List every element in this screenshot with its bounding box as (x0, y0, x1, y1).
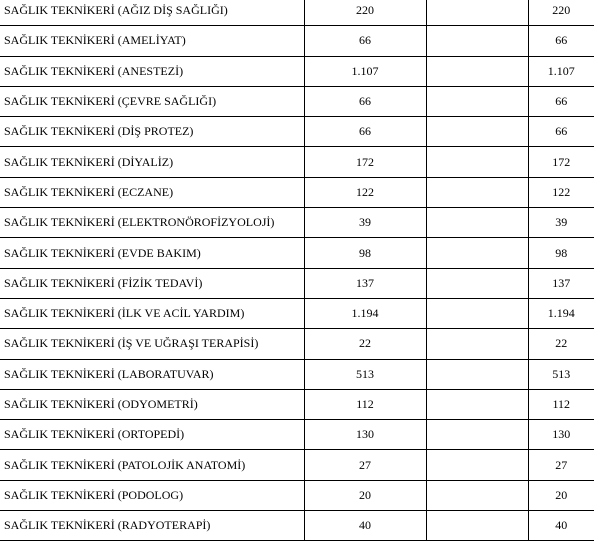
value-cell-3: 172 (528, 147, 594, 177)
table-row (0, 177, 594, 207)
table-row (0, 238, 594, 268)
row-title-cell: SAĞLIK TEKNİKERİ (PATOLOJİK ANATOMİ) (0, 450, 304, 480)
table-row (0, 268, 594, 298)
value-cell-1: 220 (304, 0, 426, 26)
table-row (0, 298, 594, 328)
value-cell-2 (426, 298, 528, 328)
value-cell-2 (426, 268, 528, 298)
table-row (0, 147, 594, 177)
table-row (0, 450, 594, 480)
row-title-cell: SAĞLIK TEKNİKERİ (EVDE BAKIM) (0, 238, 304, 268)
value-cell-1: 40 (304, 511, 426, 541)
row-title-cell: SAĞLIK TEKNİKERİ (AMELİYAT) (0, 26, 304, 56)
value-cell-2 (426, 420, 528, 450)
value-cell-1: 137 (304, 268, 426, 298)
row-title-cell: SAĞLIK TEKNİKERİ (ORTOPEDİ) (0, 420, 304, 450)
value-cell-3: 27 (528, 450, 594, 480)
value-cell-1: 122 (304, 177, 426, 207)
value-cell-3: 66 (528, 86, 594, 116)
value-cell-3: 112 (528, 389, 594, 419)
table-row (0, 359, 594, 389)
value-cell-2 (426, 329, 528, 359)
row-title-cell: SAĞLIK TEKNİKERİ (PODOLOG) (0, 480, 304, 510)
row-title-cell: SAĞLIK TEKNİKERİ (İLK VE ACİL YARDIM) (0, 298, 304, 328)
value-cell-1: 66 (304, 117, 426, 147)
value-cell-2 (426, 389, 528, 419)
value-cell-1: 112 (304, 389, 426, 419)
value-cell-1: 22 (304, 329, 426, 359)
value-cell-2 (426, 0, 528, 26)
value-cell-1: 98 (304, 238, 426, 268)
value-cell-3: 66 (528, 117, 594, 147)
value-cell-2 (426, 238, 528, 268)
value-cell-3: 220 (528, 0, 594, 26)
table-row (0, 480, 594, 510)
value-cell-1: 66 (304, 26, 426, 56)
table-row (0, 86, 594, 116)
table-row (0, 56, 594, 86)
value-cell-1: 20 (304, 480, 426, 510)
value-cell-2 (426, 359, 528, 389)
value-cell-3: 1.107 (528, 56, 594, 86)
value-cell-2 (426, 511, 528, 541)
value-cell-2 (426, 147, 528, 177)
value-cell-3: 513 (528, 359, 594, 389)
table-row (0, 117, 594, 147)
value-cell-2 (426, 450, 528, 480)
value-cell-2 (426, 86, 528, 116)
value-cell-2 (426, 56, 528, 86)
table-row (0, 329, 594, 359)
row-title-cell: SAĞLIK TEKNİKERİ (RADYOTERAPİ) (0, 511, 304, 541)
value-cell-1: 66 (304, 86, 426, 116)
table-row (0, 0, 594, 26)
row-title-cell: SAĞLIK TEKNİKERİ (ECZANE) (0, 177, 304, 207)
value-cell-2 (426, 480, 528, 510)
table-row (0, 420, 594, 450)
value-cell-1: 513 (304, 359, 426, 389)
row-title-cell: SAĞLIK TEKNİKERİ (ANESTEZİ) (0, 56, 304, 86)
table-row (0, 26, 594, 56)
value-cell-3: 20 (528, 480, 594, 510)
value-cell-2 (426, 208, 528, 238)
row-title-cell: SAĞLIK TEKNİKERİ (LABORATUVAR) (0, 359, 304, 389)
table-row (0, 389, 594, 419)
value-cell-2 (426, 177, 528, 207)
row-title-cell: SAĞLIK TEKNİKERİ (AĞIZ DİŞ SAĞLIĞI) (0, 0, 304, 26)
row-title-cell: SAĞLIK TEKNİKERİ (ODYOMETRİ) (0, 389, 304, 419)
value-cell-3: 98 (528, 238, 594, 268)
value-cell-3: 130 (528, 420, 594, 450)
value-cell-1: 1.107 (304, 56, 426, 86)
value-cell-1: 130 (304, 420, 426, 450)
value-cell-1: 27 (304, 450, 426, 480)
row-title-cell: SAĞLIK TEKNİKERİ (İŞ VE UĞRAŞI TERAPİSİ) (0, 329, 304, 359)
row-title-cell: SAĞLIK TEKNİKERİ (DİŞ PROTEZ) (0, 117, 304, 147)
value-cell-3: 1.194 (528, 298, 594, 328)
table-row (0, 208, 594, 238)
value-cell-1: 39 (304, 208, 426, 238)
value-cell-3: 39 (528, 208, 594, 238)
row-title-cell: SAĞLIK TEKNİKERİ (FİZİK TEDAVİ) (0, 268, 304, 298)
row-title-cell: SAĞLIK TEKNİKERİ (DİYALİZ) (0, 147, 304, 177)
value-cell-2 (426, 26, 528, 56)
value-cell-3: 122 (528, 177, 594, 207)
value-cell-3: 137 (528, 268, 594, 298)
table-row (0, 511, 594, 541)
row-title-cell: SAĞLIK TEKNİKERİ (ÇEVRE SAĞLIĞI) (0, 86, 304, 116)
value-cell-3: 22 (528, 329, 594, 359)
value-cell-1: 1.194 (304, 298, 426, 328)
value-cell-2 (426, 117, 528, 147)
value-cell-1: 172 (304, 147, 426, 177)
value-cell-3: 66 (528, 26, 594, 56)
row-title-cell: SAĞLIK TEKNİKERİ (ELEKTRONÖROFİZYOLOJİ) (0, 208, 304, 238)
value-cell-3: 40 (528, 511, 594, 541)
